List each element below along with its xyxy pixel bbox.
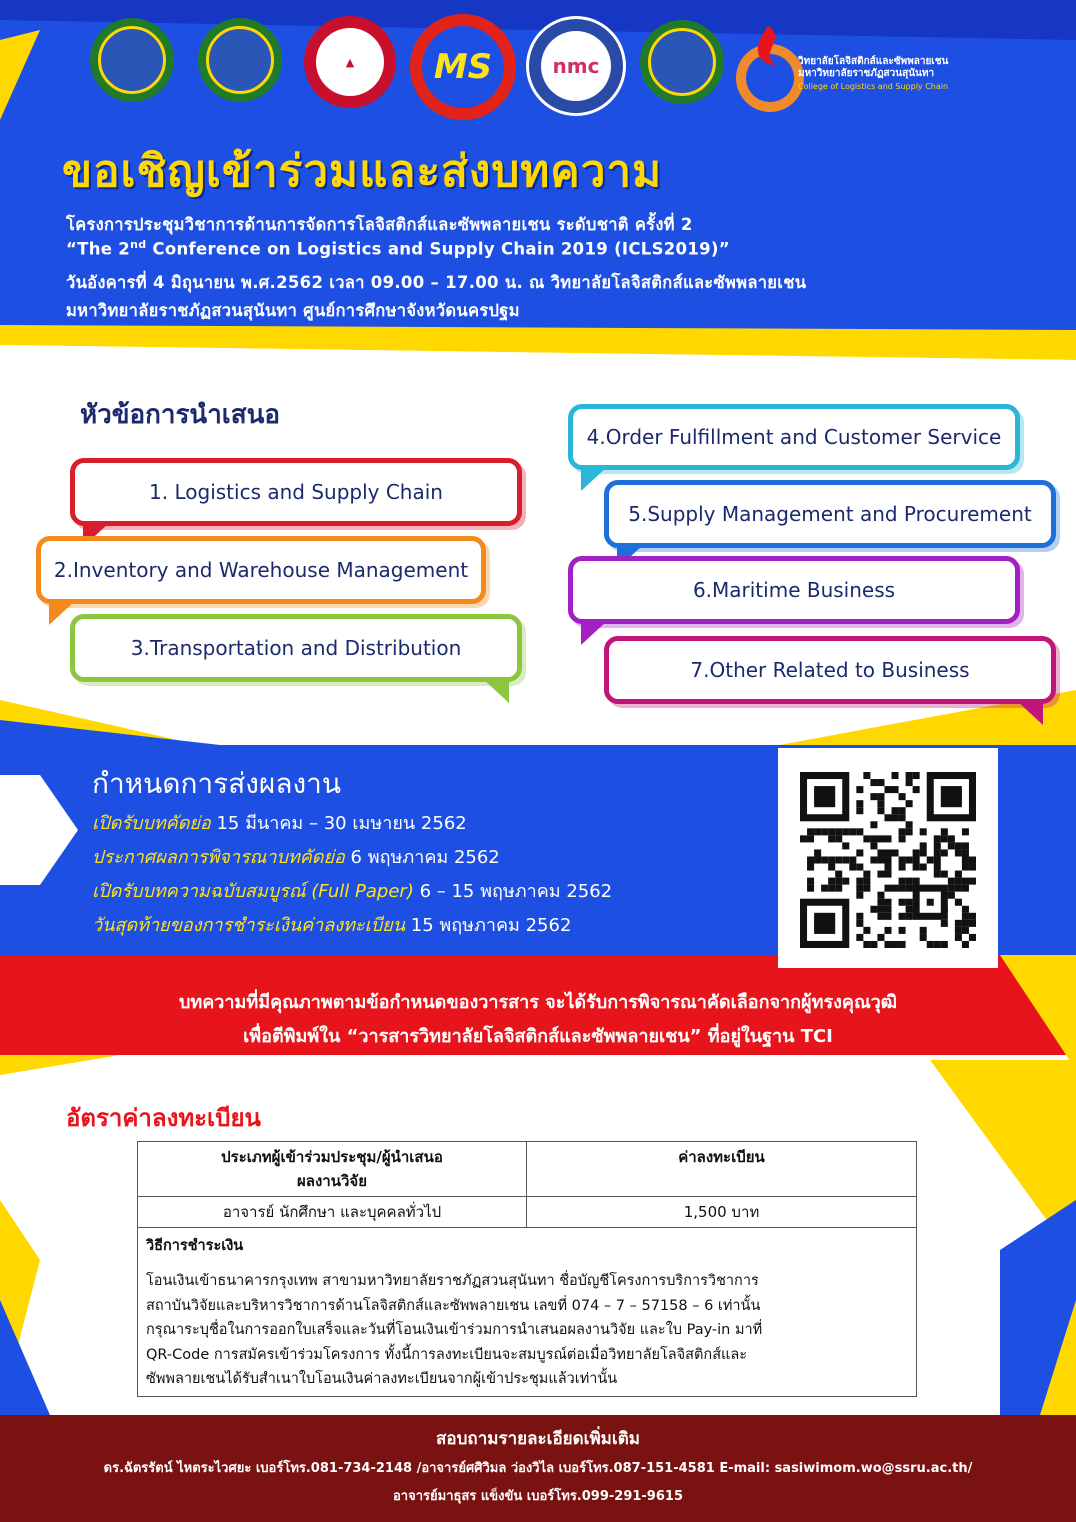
college-logo-thai: วิทยาลัยโลจิสติกส์และซัพพลายเชน มหาวิทยาลัยราชภัฏสวนสุนันทา [798,56,949,79]
deadline-value: 6 พฤษภาคม 2562 [344,847,500,868]
deadline-value: 6 – 15 พฤษภาคม 2562 [413,881,613,902]
table-row [138,1197,917,1228]
payment-method-box [137,1228,917,1397]
topic-label: 5.Supply Management and Procurement [628,502,1032,526]
fees-section [137,1141,917,1397]
ms-crru-logo [410,14,516,120]
notice-line-1: บทความที่มีคุณภาพตามข้อกำหนดของวารสาร จะได้รับการพิจารณาคัดเลือกจากผู้ทรงคุณวุฒิ [178,992,898,1013]
deadline-label: วันสุดท้ายของการชำระเงินค่าลงทะเบียน [92,915,406,936]
university-logo-6 [640,20,724,104]
conference-name-part: “The 2 [66,239,131,259]
conference-date-venue: วันอังคารที่ 4 มิถุนายน พ.ศ.2562 เวลา 09.00 – 17.00 น. ณ วิทยาลัยโลจิสติกส์และซัพพลายเชน [66,273,807,292]
conference-name-thai: โครงการประชุมวิชาการด้านการจัดการโลจิสติกส์และซัพพลายเชน ระดับชาติ ครั้งที่ 2 [66,215,693,234]
deadline-abstract-result [92,842,500,871]
deadline-abstract-submission [92,808,467,837]
contact-line-2: อาจารย์มาธุสร แข็งขัน เบอร์โทร.099-291-9615 [393,1489,683,1504]
deadline-full-paper [92,876,612,905]
contact-line-1[interactable]: ดร.ฉัตรรัตน์ ไหตระไวศยะ เบอร์โทร.081-734-2148 /อาจารย์ศศิวิมล ว่องวิไล เบอร์โทร.087-151-4581 E-mail: sasiwimom.wo@ssru.ac.th/ [103,1461,973,1476]
college-logo-nmc [526,16,626,116]
deadline-value: 15 พฤษภาคม 2562 [405,915,572,936]
payment-heading: วิธีการชำระเงิน [146,1238,244,1254]
column-header-fee: ค่าลงทะเบียน [527,1142,917,1197]
payment-line: สถาบันวิจัยและบริหารวิชาการด้านโลจิสติกส์และซัพพลายเชน เลขที่ 074 – 7 – 57158 – 6 เท่านั้น [146,1297,761,1314]
conference-name-part: Conference on Logistics and Supply Chain 2019 (ICLS2019)” [146,239,730,259]
topic-label: 1. Logistics and Supply Chain [149,480,443,504]
topic-item-2 [36,536,486,604]
ordinal-suffix: nd [130,238,147,251]
contact-heading: สอบถามรายละเอียดเพิ่มเติม [436,1429,640,1449]
fee-amount-cell: 1,500 บาท [527,1197,917,1228]
topic-item-7 [604,636,1056,704]
column-header-type [138,1142,527,1197]
speech-tail-icon [1015,701,1045,727]
deadline-label: เปิดรับบทความฉบับสมบูรณ์ (Full Paper) [92,881,414,902]
topic-label: 3.Transportation and Distribution [130,636,462,660]
topic-item-6 [568,556,1020,624]
topic-label: 4.Order Fulfillment and Customer Service [586,425,1002,449]
topic-label: 6.Maritime Business [692,578,896,602]
seal-icon [648,28,716,96]
conference-name-english [66,238,730,259]
fees-table [137,1141,917,1228]
university-logo-2 [198,18,282,102]
topic-item-1 [70,458,522,526]
participant-type-cell: อาจารย์ นักศึกษา และบุคคลทั่วไป [138,1197,527,1228]
seal-icon [98,26,166,94]
qr-code[interactable] [778,748,998,968]
seal-icon [206,26,274,94]
conference-venue: มหาวิทยาลัยราชภัฏสวนสุนันทา ศูนย์การศึกษาจังหวัดนครปฐม [66,301,520,320]
college-logistics-logo [728,20,978,120]
payment-line: กรุณาระบุชื่อในการออกใบเสร็จและวันที่โอนเงินเข้าร่วมการนำเสนอผลงานวิจัย และใบ Pay-in มาที่ [146,1322,763,1339]
topic-label: 2.Inventory and Warehouse Management [53,558,469,582]
payment-line: QR-Code การสมัครเข้าร่วมโครงการ ทั้งนี้การลงทะเบียนจะสมบูรณ์ต่อเมื่อวิทยาลัยโลจิสติกส์และ [146,1346,748,1363]
deadline-label: ประกาศผลการพิจารณาบทคัดย่อ [92,847,345,868]
ms-crru-text: MS [422,26,504,108]
deadline-payment [92,910,571,939]
qr-code-icon [800,772,976,948]
fees-heading: อัตราค่าลงทะเบียน [66,1104,261,1132]
topic-label: 7.Other Related to Business [690,658,970,682]
university-logo-3 [304,16,396,108]
payment-line: ซัพพลายเชนได้รับสำเนาใบโอนเงินค่าลงทะเบียนจากผู้เข้าประชุมแล้วเท่านั้น [146,1371,618,1388]
table-header-row [138,1142,917,1197]
college-logo-english: College of Logistics and Supply Chain [798,82,949,91]
deadlines-heading: กำหนดการส่งผลงาน [92,767,342,800]
temple-icon: ▲ [316,28,384,96]
topic-item-4 [568,404,1020,470]
deadline-label: เปิดรับบทคัดย่อ [92,813,211,834]
topic-item-5 [604,480,1056,548]
notice-line-2: เพื่อตีพิมพ์ใน “วารสารวิทยาลัยโลจิสติกส์และซัพพลายเชน” ที่อยู่ในฐาน TCI [243,1026,833,1047]
deadline-value: 15 มีนาคม – 30 เมษายน 2562 [210,813,467,834]
university-logo-1 [90,18,174,102]
header-text: ผลงานวิจัย [297,1172,367,1190]
speech-tail-icon [481,679,511,705]
payment-line: โอนเงินเข้าธนาคารกรุงเทพ สาขามหาวิทยาลัยราชภัฏสวนสุนันทา ชื่อบัญชีโครงการบริการวิชาการ [146,1273,759,1289]
nmc-text: nmc [541,31,611,101]
topics-heading: หัวข้อการนำเสนอ [80,400,280,430]
topic-item-3 [70,614,522,682]
contact-footer [0,1415,1076,1522]
page-title: ขอเชิญเข้าร่วมและส่งบทความ [62,146,663,197]
header-text: ประเภทผู้เข้าร่วมประชุม/ผู้นำเสนอ [221,1148,443,1166]
